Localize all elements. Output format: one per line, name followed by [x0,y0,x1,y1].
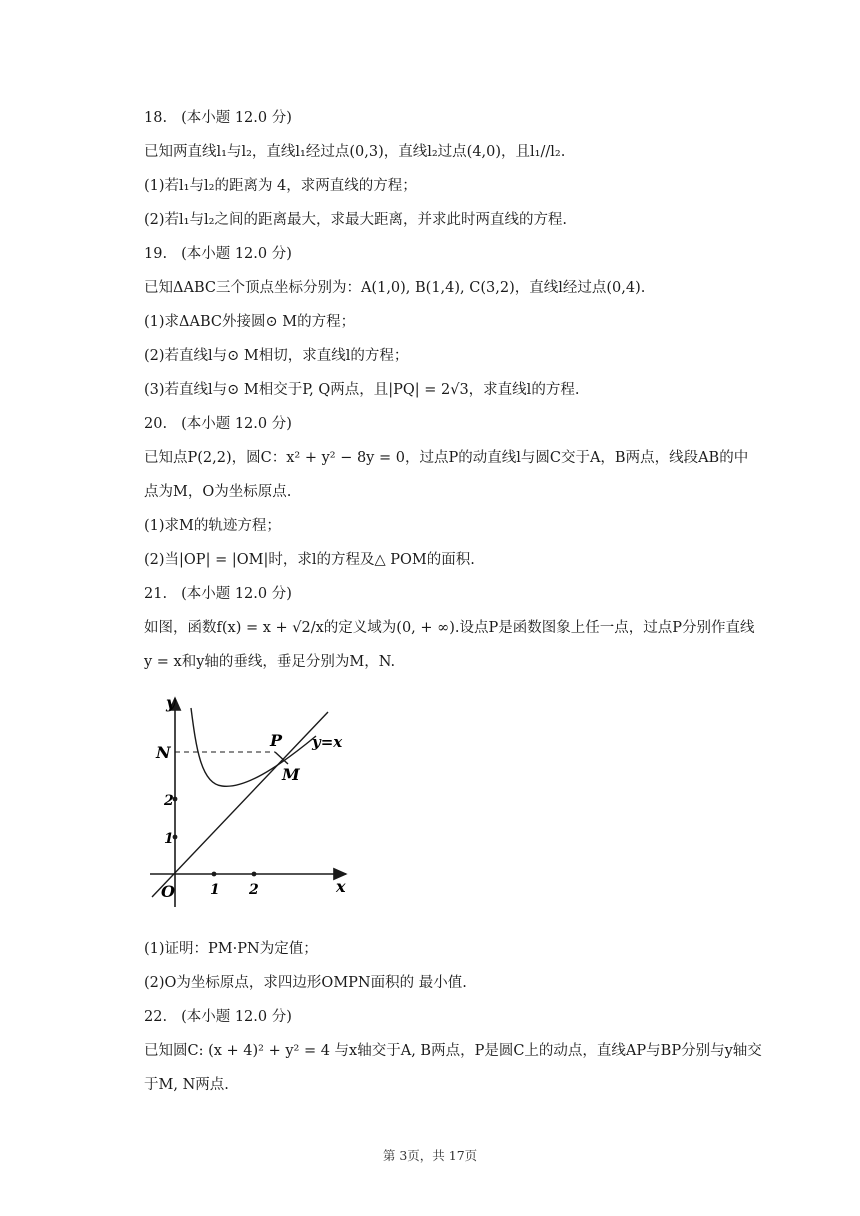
problem-points: (本小题 12.0 分) [181,1009,292,1025]
problem-18-stem: 已知两直线l₁与l₂，直线l₁经过点(0,3)，直线l₂过点(4,0)，且l₁//l₂. [144,144,566,160]
problem-21-stem-line-2: y = x和y轴的垂线，垂足分别为M，N. [144,654,396,670]
x-axis-label: x [336,877,346,896]
problem-points: (本小题 12.0 分) [181,246,292,262]
tick-label-y-2: 2 [164,793,174,809]
problem-22-stem-line-1: 已知圆C: (x + 4)² + y² = 4 与x轴交于A, B两点，P是圆C上的动点，直线AP与BP分别与y轴交 [144,1043,762,1059]
problem-points: (本小题 12.0 分) [181,110,292,126]
problem-18-header [144,108,764,128]
problem-21-stem-line-1: 如图，函数f(x) = x + √2/x的定义域为(0, + ∞).设点P是函数图象上任一点，过点P分别作直线 [144,620,755,636]
problem-19-part-3: (3)若直线l与⊙ M相交于P, Q两点，且|PQ| = 2√3，求直线l的方程. [144,382,580,398]
page-footer: 第 3页，共 17页 [382,1148,478,1163]
problem-21-header [144,584,764,604]
tick-x-2 [252,872,257,877]
origin-label: O [161,882,175,901]
problem-20-part-2: (2)当|OP| = |OM|时，求l的方程及△ POM的面积. [144,552,475,568]
problem-number: 20. [144,416,168,432]
problem-18-part-1: (1)若l₁与l₂的距离为 4，求两直线的方程； [144,178,417,194]
problem-20-header [144,414,764,434]
label-m: M [282,765,300,784]
function-graph-figure [144,692,364,917]
tick-label-x-1: 1 [210,882,220,898]
y-axis-label: y [166,693,176,712]
tick-label-y-1: 1 [164,831,174,847]
label-line-y-equals-x: y=x [312,733,343,751]
problem-22-header [144,1007,764,1027]
problem-20-stem-line-1: 已知点P(2,2)，圆C：x² + y² − 8y = 0，过点P的动直线l与圆C交于A，B两点，线段AB的中 [144,450,749,466]
problem-points: (本小题 12.0 分) [181,586,292,602]
problem-number: 22. [144,1009,168,1025]
problem-number: 21. [144,586,168,602]
label-n: N [156,743,171,762]
problem-19-header [144,244,764,264]
problem-19-part-2: (2)若直线l与⊙ M相切，求直线l的方程； [144,348,409,364]
function-graph [144,692,364,917]
problem-21-part-2: (2)O为坐标原点，求四边形OMPN面积的 最小值. [144,975,467,991]
problem-points: (本小题 12.0 分) [181,416,292,432]
problem-22-stem-line-2: 于M, N两点. [144,1077,229,1093]
problem-20-part-1: (1)求M的轨迹方程； [144,518,281,534]
problem-number: 19. [144,246,168,262]
problem-19-stem: 已知ΔABC三个顶点坐标分别为：A(1,0), B(1,4), C(3,2)，直线l经过点(0,4). [144,280,646,296]
tick-label-x-2: 2 [249,882,259,898]
line-y-equals-x [152,712,328,897]
tick-x-1 [212,872,217,877]
problem-number: 18. [144,110,168,126]
problem-19-part-1: (1)求ΔABC外接圆⊙ M的方程； [144,314,356,330]
problem-20-stem-line-2: 点为M，O为坐标原点. [144,484,292,500]
problem-21-part-1: (1)证明：PM·PN为定值； [144,941,318,957]
page-content [144,108,764,1109]
label-p: P [270,731,283,750]
problem-18-part-2: (2)若l₁与l₂之间的距离最大，求最大距离，并求此时两直线的方程. [144,212,568,228]
